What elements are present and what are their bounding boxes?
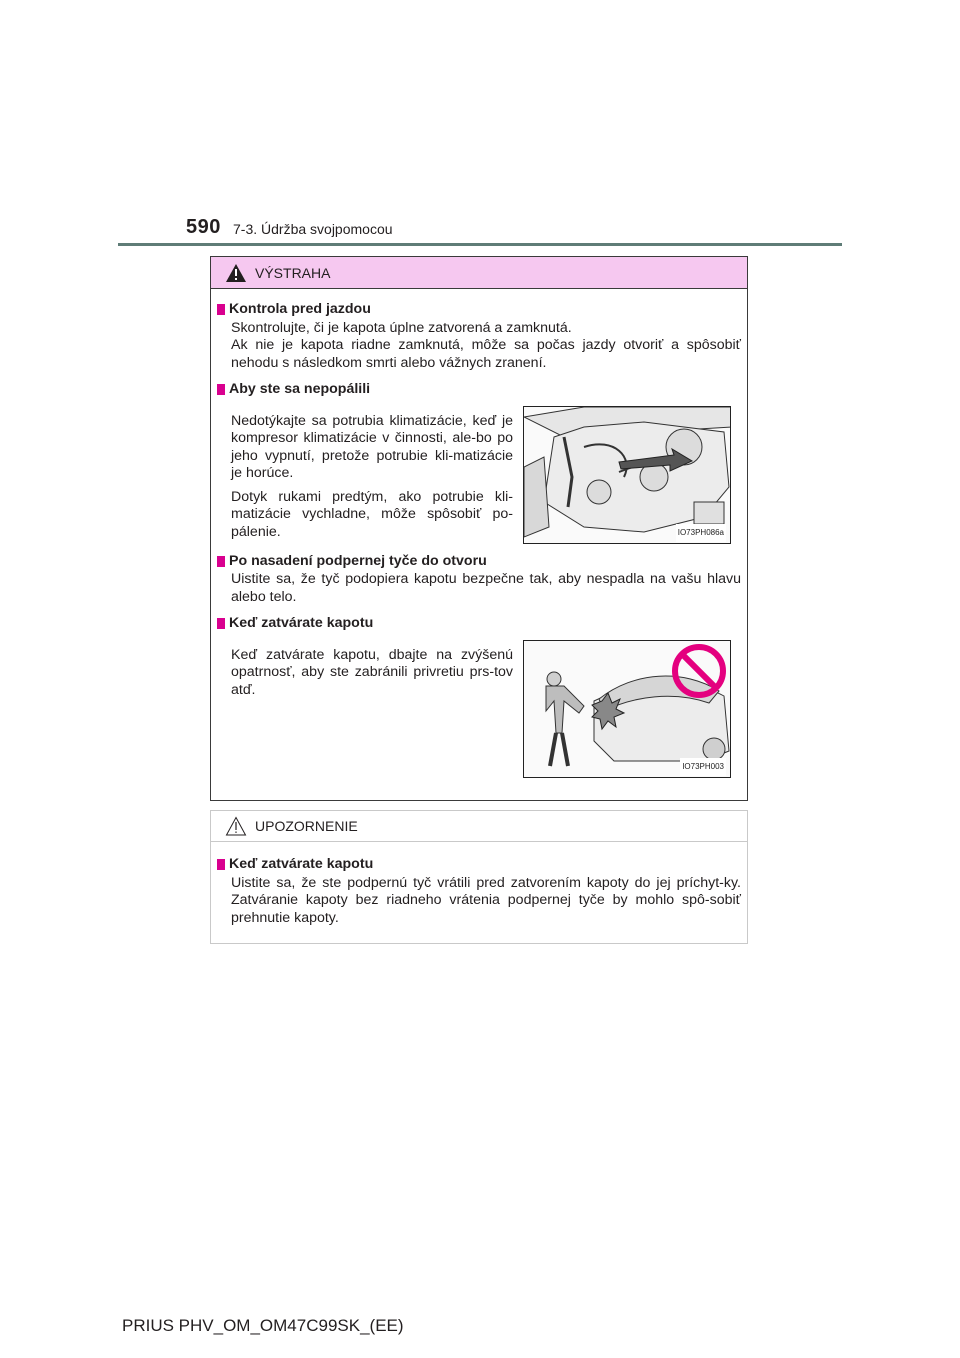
paragraph: Uistite sa, že ste podpernú tyč vrátili pred zatvorením kapoty do jej príchyt-ky. Zatváranie kapoty bez riadneho vrátenia podpernej tyče by mohlo spô-sobiť prehnutie kapoty. [231, 874, 741, 926]
warning-triangle-icon [225, 263, 247, 283]
item-heading [217, 381, 741, 399]
bullet-square [217, 304, 225, 315]
header-rule [118, 243, 842, 246]
caution-triangle-icon [225, 816, 247, 836]
notice-label: UPOZORNENIE [255, 818, 358, 834]
figure-code: IO73PH003 [680, 758, 726, 776]
footer-doc-code: PRIUS PHV_OM_OM47C99SK_(EE) [122, 1316, 404, 1335]
notice-box [210, 810, 748, 944]
warning-header [211, 257, 747, 289]
bullet-square [217, 859, 225, 870]
heading-text: Keď zatvárate kapotu [229, 856, 374, 872]
bullet-square [217, 384, 225, 395]
section-title: 7-3. Údržba svojpomocou [233, 221, 393, 237]
item-heading [217, 553, 741, 571]
item-heading [217, 615, 741, 633]
engine-bay-illustration [524, 407, 731, 544]
heading-text: Kontrola pred jazdou [229, 301, 371, 317]
heading-text: Po nasadení podpernej tyče do otvoru [229, 552, 487, 569]
heading-text: Aby ste sa nepopálili [229, 381, 371, 397]
paragraph: Ak nie je kapota riadne zamknutá, môže sa počas jazdy otvoriť a spôsobiť nehodu s následkom smrti alebo vážnych zranení. [231, 337, 741, 371]
paragraph: Nedotýkajte sa potrubia klimatizácie, keď je kompresor klimatizácie v činnosti, ale-bo po jeho vypnutí, pretože potrubie kli-matizácie je horúce. [231, 412, 513, 481]
paragraph: Skontrolujte, či je kapota úplne zatvorená a zamknutá. [231, 319, 572, 336]
notice-body [211, 842, 747, 927]
paragraph: Keď zatvárate kapotu, dbajte na zvýšenú opatrnosť, aby ste zabránili privretiu prs-tov atď. [231, 646, 513, 698]
paragraph: Uistite sa, že tyč podopiera kapotu bezpečne tak, aby nespadla na vašu hlavu alebo telo. [231, 571, 741, 605]
page-number: 590 [186, 216, 221, 238]
closing-hood-figure [523, 640, 731, 778]
warning-body [211, 289, 747, 778]
closing-hood-illustration [524, 641, 731, 778]
paragraph: Dotyk rukami predtým, ako potrubie kli-matizácie vychladne, môže spôsobiť po-pálenie. [231, 488, 513, 540]
bullet-square [217, 618, 225, 629]
item-heading [217, 856, 741, 874]
notice-header [211, 811, 747, 842]
engine-bay-figure [523, 406, 731, 544]
heading-text: Keď zatvárate kapotu [229, 615, 374, 631]
item-heading [217, 301, 741, 319]
bullet-square [217, 556, 225, 567]
figure-code: IO73PH086a [676, 524, 726, 542]
warning-box [210, 256, 748, 801]
warning-label: VÝSTRAHA [255, 264, 331, 281]
